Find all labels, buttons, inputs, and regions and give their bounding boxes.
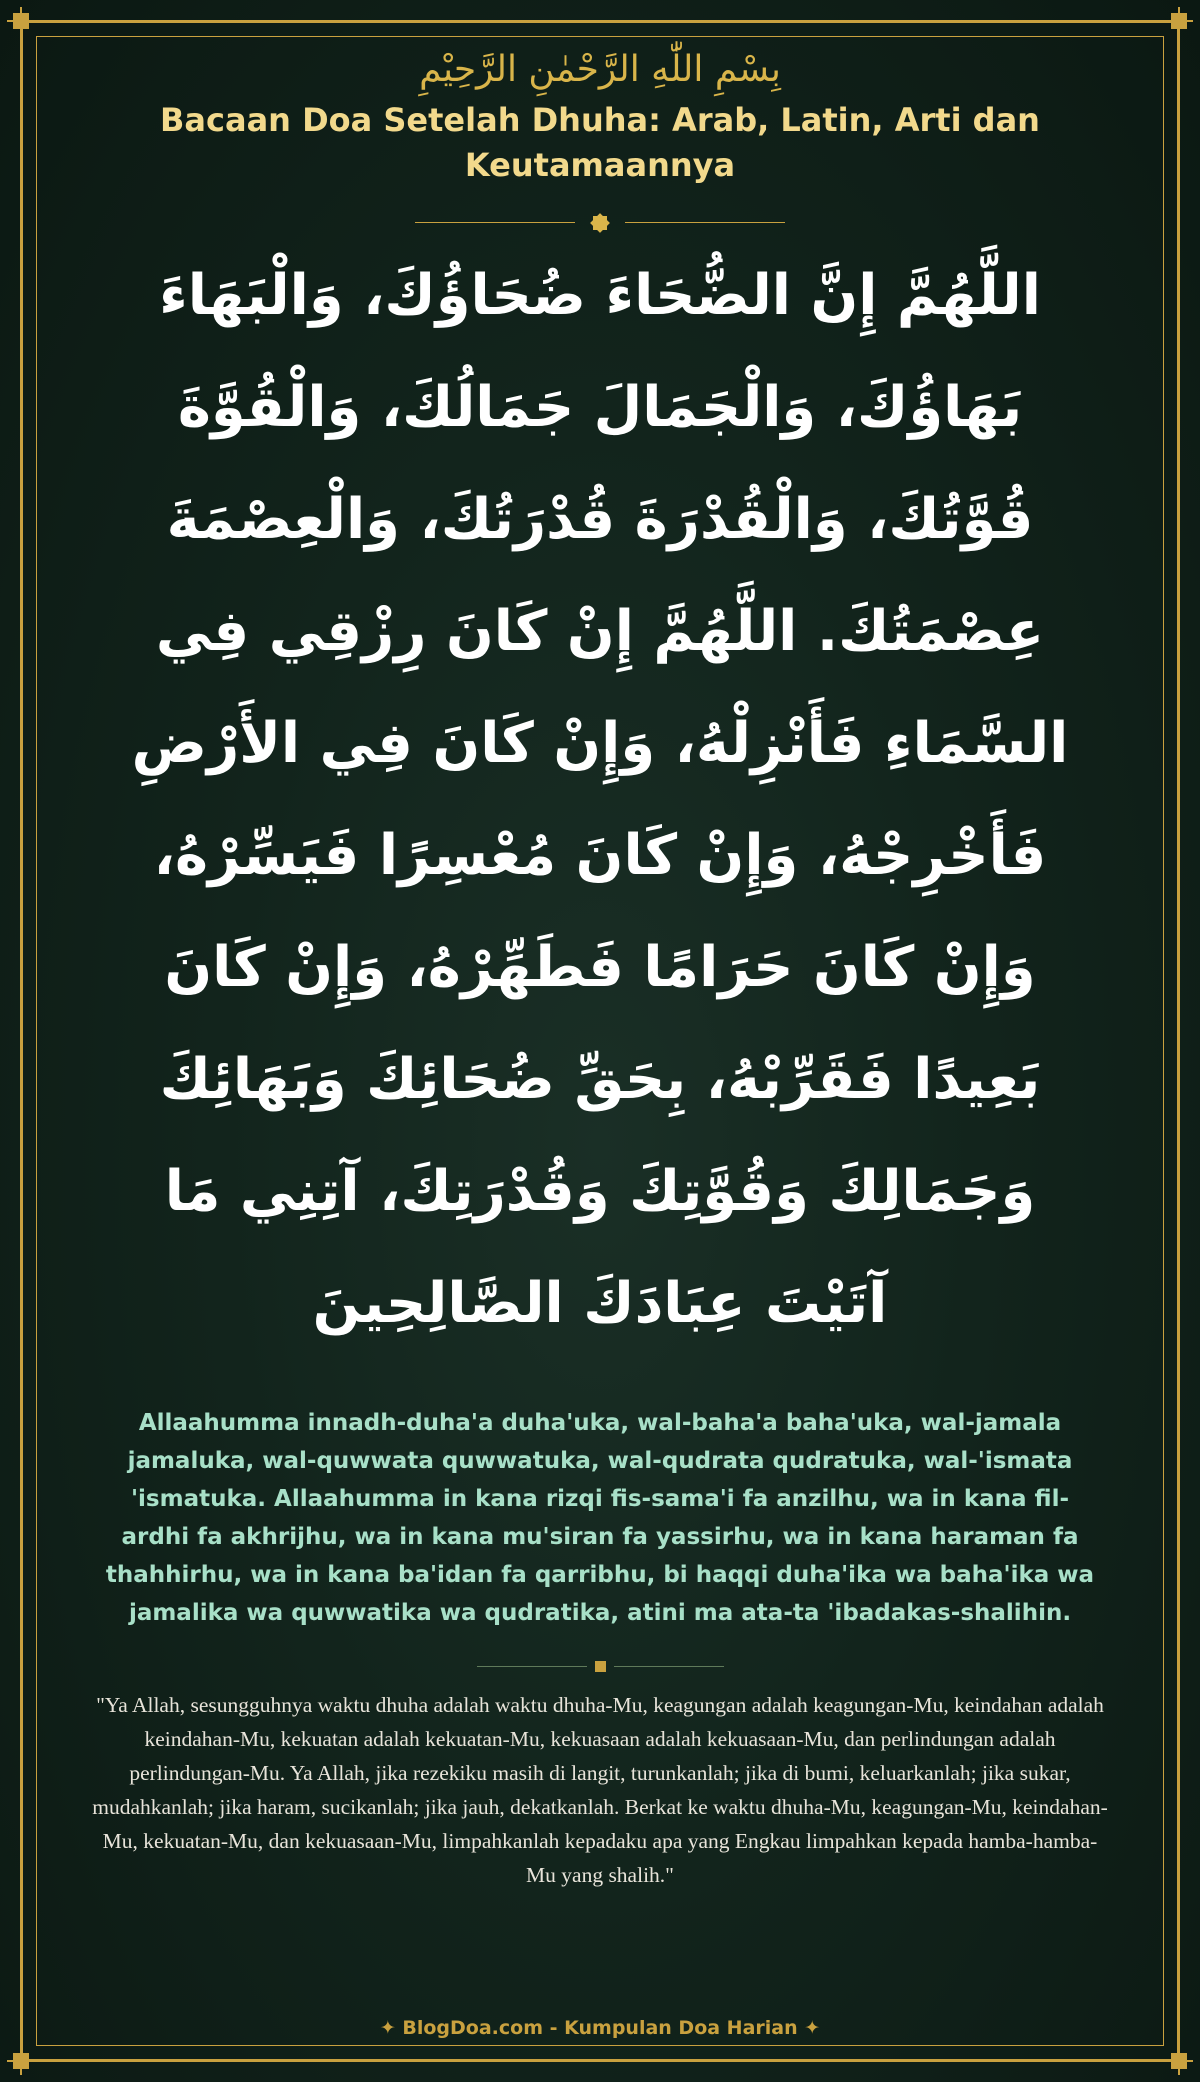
bismillah-heading: بِسْمِ اللّٰهِ الرَّحْمٰنِ الرَّحِيْمِ [419, 49, 781, 90]
ornament-divider [60, 210, 1140, 236]
divider-line [625, 222, 785, 223]
corner-ornament-icon [1171, 13, 1187, 29]
footer-credit: ✦ BlogDoa.com - Kumpulan Doa Harian ✦ [379, 2017, 821, 2039]
translation-text: "Ya Allah, sesungguhnya waktu dhuha adalah waktu dhuha-Mu, keagungan adalah keagungan-Mu, keindahan adalah keindahan-Mu, kekuatan adalah kekuatan-Mu, kekuasaan adalah kekuasaan-Mu, dan perlindungan adalah perlindungan-Mu. Ya Allah, jika rezekiku masih di langit, turunkanlah; jika di bumi, keluarkanlah; jika sukar, mudahkanlah; jika haram, sucikanlah; jika jauh, dekatkanlah. Berkat ke waktu dhuha-Mu, keagungan-Mu, keindahan-Mu, kekuatan-Mu, dan kekuasaan-Mu, limpahkanlah kepadaku apa yang Engkau limpahkan kepada hamba-hamba-Mu yang shalih." [92, 1692, 1108, 1887]
corner-ornament-icon [1171, 2053, 1187, 2069]
divider-line [614, 1666, 724, 1667]
main-content [60, 50, 1140, 1892]
divider-line [477, 1666, 587, 1667]
latin-transliteration: Allaahumma innadh-duha'a duha'uka, wal-baha'a baha'uka, wal-jamala jamaluka, wal-quwwata quwwatuka, wal-qudrata qudratuka, wal-'ismata 'ismatuka. Allaahumma in kana rizqi fis-sama'i fa anzilhu, wa in kana fil-ardhi fa akhrijhu, wa in kana mu'siran fa yassirhu, wa in kana haraman fa thahhirhu, wa in kana ba'idan fa qarribhu, bi haqqi duha'ika wa baha'ika wa jamalika wa quwwatika wa qudratika, atini ma ata-ta 'ibadakas-shalihin. [105, 1409, 1095, 1626]
section-divider [60, 1660, 1140, 1674]
divider-line [415, 222, 575, 223]
page-title: Bacaan Doa Setelah Dhuha: Arab, Latin, Arti dan Keutamaannya [160, 100, 1040, 184]
eight-point-star-icon [587, 210, 613, 236]
corner-ornament-icon [13, 13, 29, 29]
corner-ornament-icon [13, 2053, 29, 2069]
diamond-icon [595, 1661, 606, 1672]
arabic-prayer-text: اللَّهُمَّ إِنَّ الضُّحَاءَ ضُحَاؤُكَ، وَالْبَهَاءَ بَهَاؤُكَ، وَالْجَمَالَ جَمَالُكَ، وَالْقُوَّةَ قُوَّتُكَ، وَالْقُدْرَةَ قُدْرَتُكَ، وَالْعِصْمَةَ عِصْمَتُكَ. اللَّهُمَّ إِنْ كَانَ رِزْقِي فِي السَّمَاءِ فَأَنْزِلْهُ، وَإِنْ كَانَ فِي الأَرْضِ فَأَخْرِجْهُ، وَإِنْ كَانَ مُعْسِرًا فَيَسِّرْهُ، وَإِنْ كَانَ حَرَامًا فَطَهِّرْهُ، وَإِنْ كَانَ بَعِيدًا فَقَرِّبْهُ، بِحَقِّ ضُحَائِكَ وَبَهَائِكَ وَجَمَالِكَ وَقُوَّتِكَ وَقُدْرَتِكَ، آتِنِي مَا آتَيْتَ عِبَادَكَ الصَّالِحِينَ [131, 262, 1069, 1336]
